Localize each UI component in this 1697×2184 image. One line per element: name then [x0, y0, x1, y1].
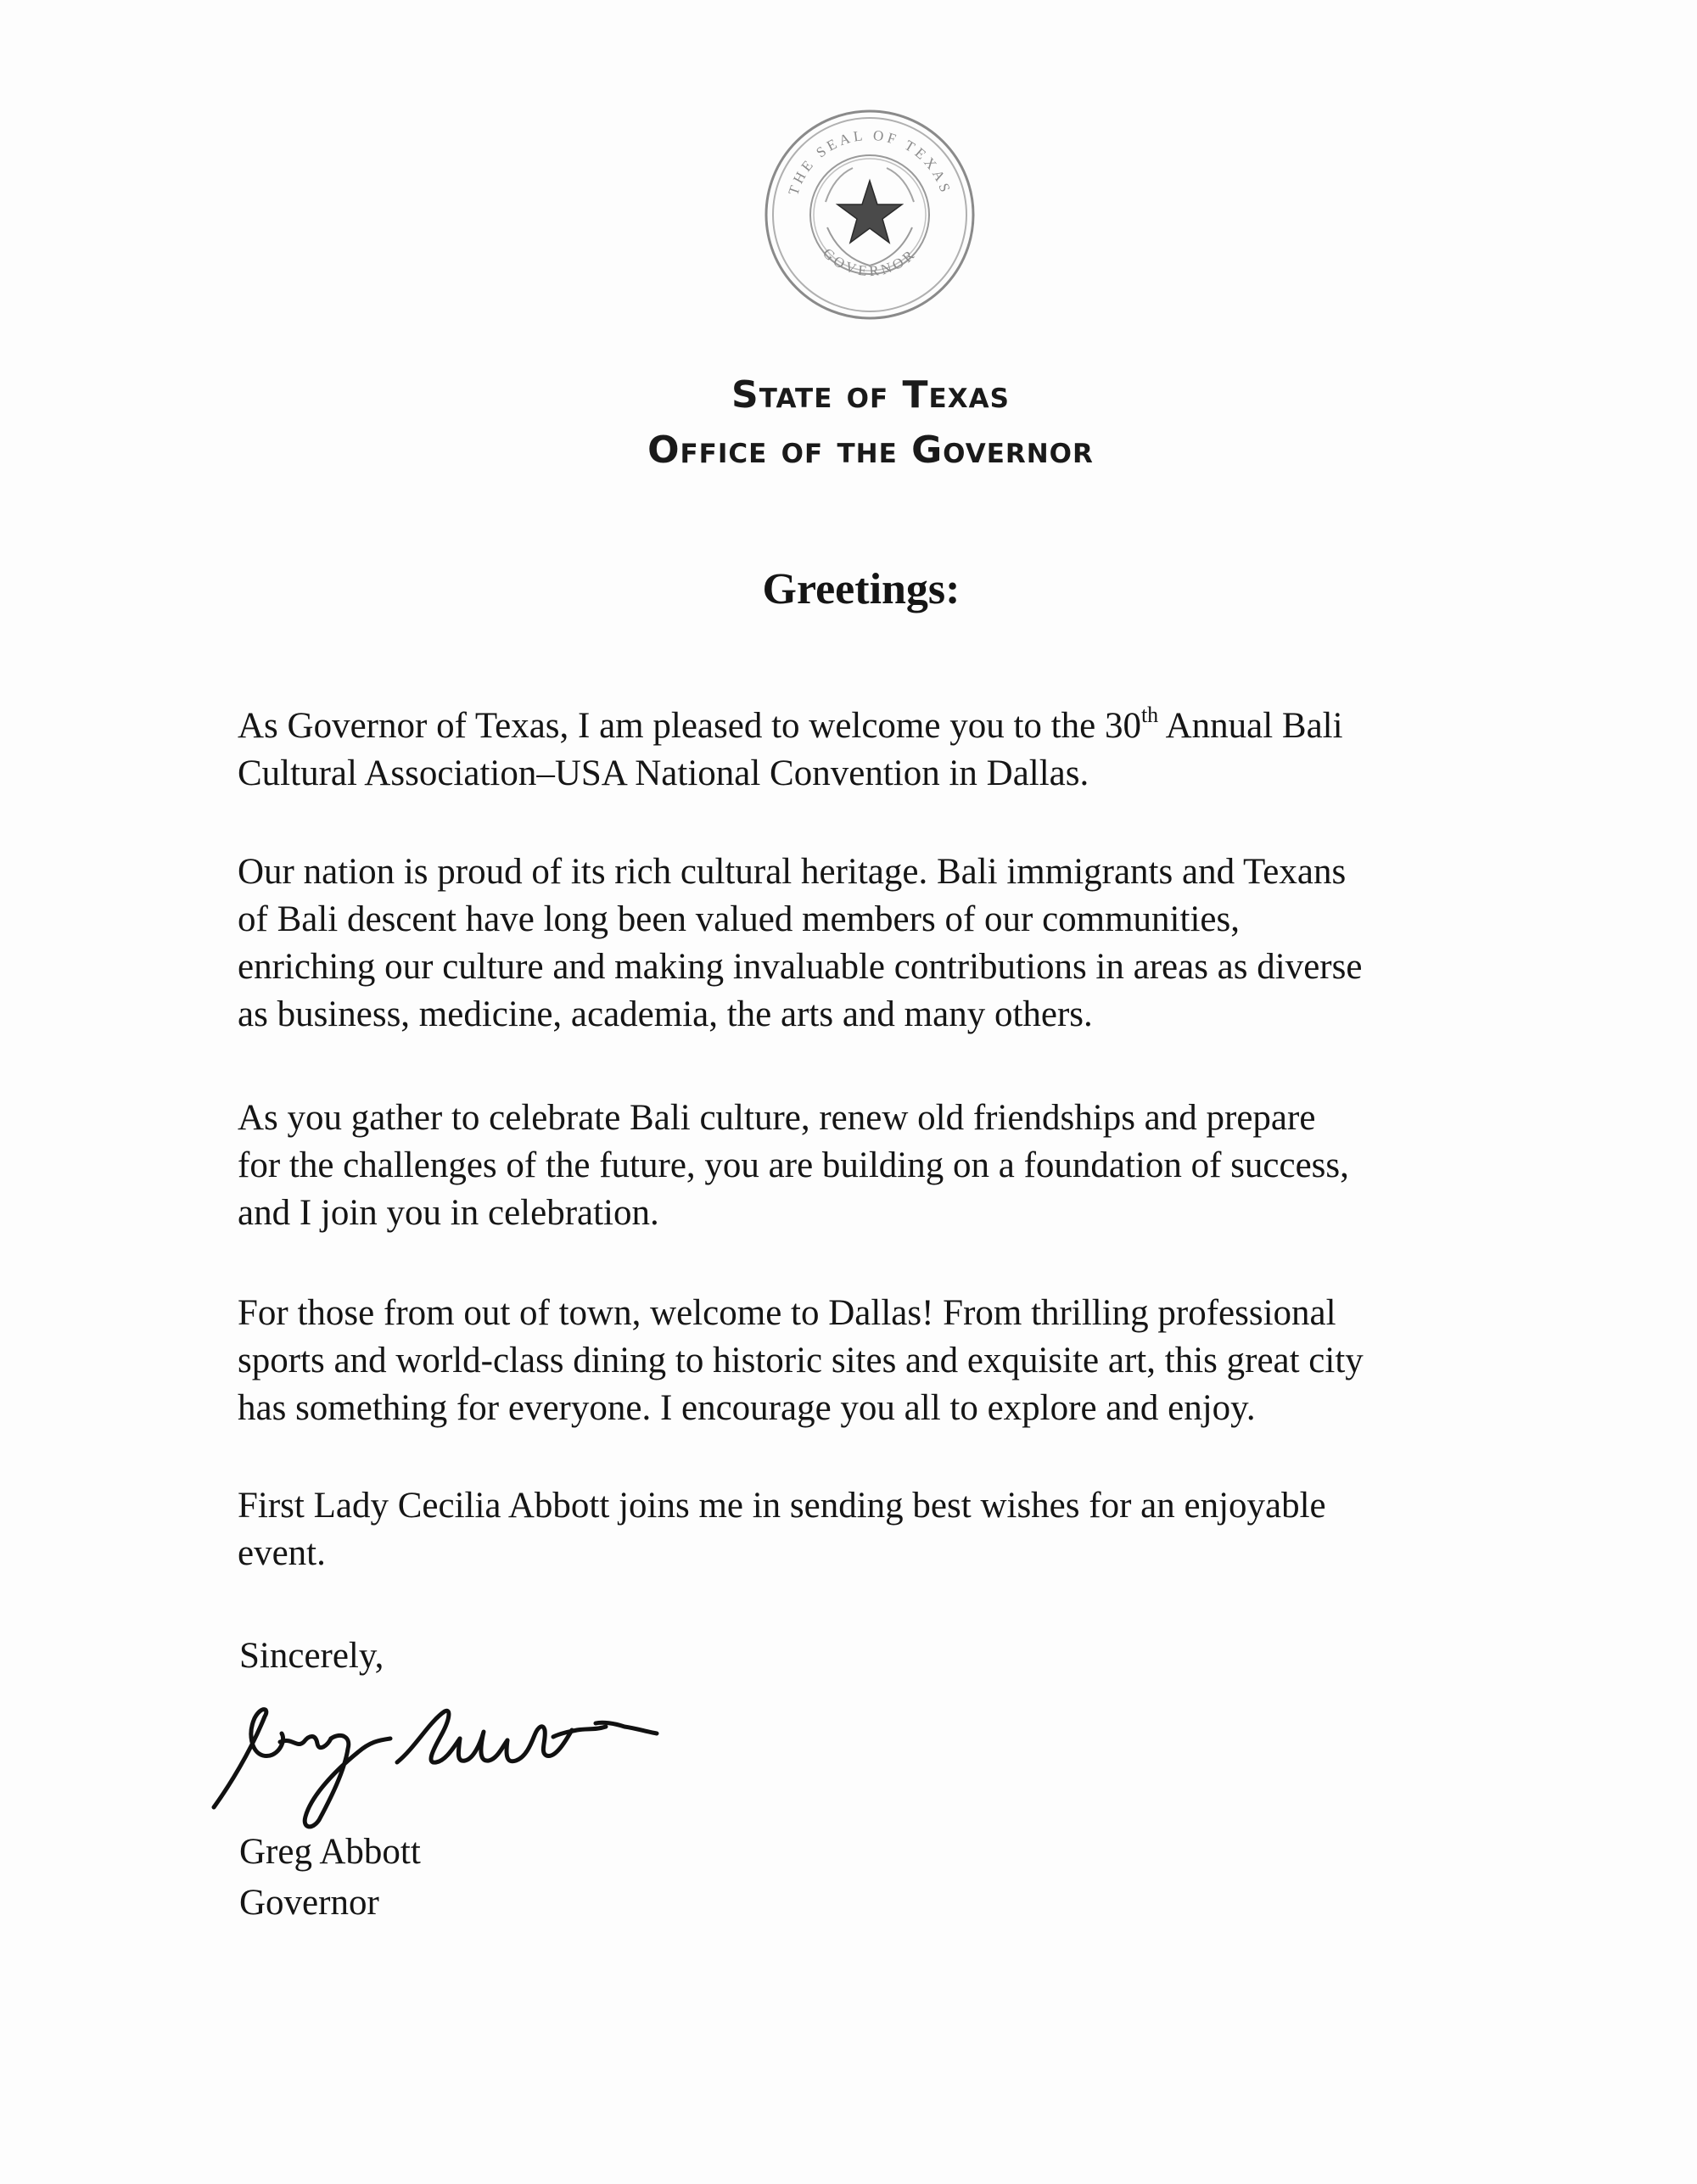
paragraph-line — [238, 703, 1510, 750]
paragraph-line: has something for everyone. I encourage you all to explore and enjoy. — [238, 1388, 1256, 1428]
paragraph-first-lady — [238, 1482, 1510, 1577]
paragraph-celebration — [238, 1095, 1510, 1237]
seal-outer-text: THE SEAL OF TEXAS — [785, 126, 955, 198]
welcome-text-start: As Governor of Texas, I am pleased to welcome you to the 30 — [238, 706, 1141, 746]
paragraph-line: enriching our culture and making invaluable contributions in areas as diverse — [238, 947, 1363, 987]
paragraph-line: as business, medicine, academia, the arts and many others. — [238, 994, 1093, 1034]
paragraph-line: As you gather to celebrate Bali culture, renew old friendships and prepare — [238, 1098, 1316, 1138]
governor-seal-icon — [759, 100, 980, 329]
paragraph-line: Cultural Association–USA National Convention in Dallas. — [238, 753, 1089, 793]
signer-title: Governor — [239, 1883, 379, 1923]
welcome-text-end: Annual Bali — [1158, 706, 1343, 746]
paragraph-dallas — [238, 1290, 1510, 1432]
paragraph-line: First Lady Cecilia Abbott joins me in sending best wishes for an enjoyable — [238, 1486, 1326, 1526]
paragraph-heritage — [238, 848, 1510, 1039]
ordinal-suffix: th — [1140, 703, 1159, 727]
paragraph-line: event. — [238, 1533, 326, 1573]
paragraph-line: For those from out of town, welcome to Dallas! From thrilling professional — [238, 1293, 1336, 1333]
paragraph-line: sports and world-class dining to historic sites and exquisite art, this great city — [238, 1341, 1364, 1380]
paragraph-line: Our nation is proud of its rich cultural heritage. Bali immigrants and Texans — [238, 852, 1347, 892]
paragraph-line: for the challenges of the future, you are building on a foundation of success, — [238, 1145, 1349, 1185]
letterhead-state: State of Texas — [731, 373, 1010, 417]
greeting-heading: Greetings: — [762, 565, 961, 613]
closing-salutation: Sincerely, — [239, 1636, 384, 1676]
signature-image — [204, 1693, 713, 1837]
letterhead-office: Office of the Governor — [647, 428, 1094, 472]
paragraph-line: of Bali descent have long been valued members of our communities, — [238, 899, 1240, 939]
paragraph-line: and I join you in celebration. — [238, 1193, 659, 1233]
signer-name: Greg Abbott — [239, 1832, 421, 1872]
seal-inner-text: GOVERNOR — [820, 244, 920, 280]
paragraph-welcome — [238, 703, 1510, 798]
svg-text:GOVERNOR — [820, 245, 920, 280]
